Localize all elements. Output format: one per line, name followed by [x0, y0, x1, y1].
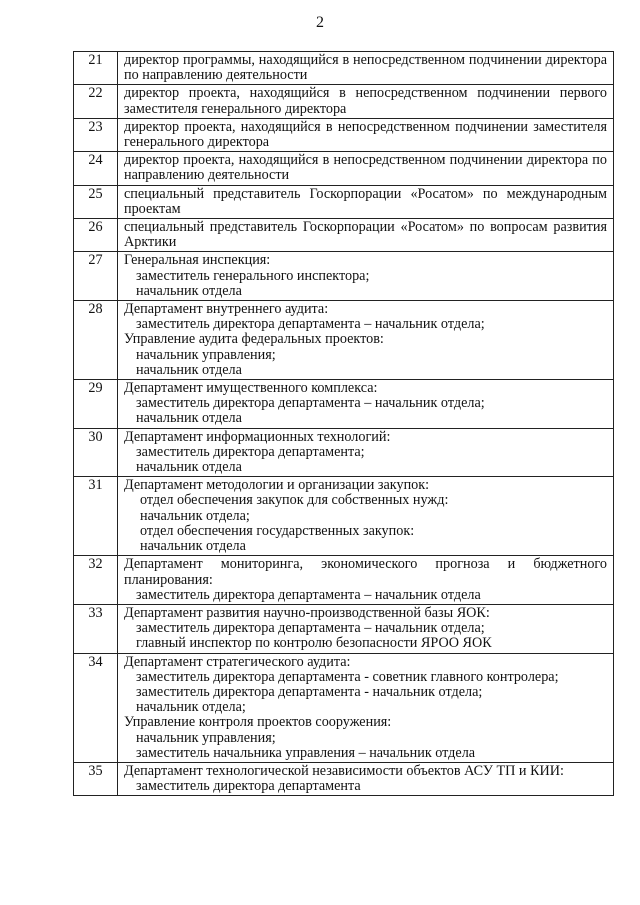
table-row	[74, 85, 614, 118]
row-heading: Генеральная инспекция:	[124, 252, 271, 269]
row-heading: Департамент развития научно-производственной базы ЯОК:	[124, 604, 490, 621]
row-heading: директор программы, находящийся в непосредственном подчинении директора по направлению деятельности	[124, 52, 607, 84]
row-text	[118, 604, 614, 653]
row-text	[118, 428, 614, 477]
row-heading: Департамент мониторинга, экономического прогноза и бюджетного планирования:	[124, 556, 607, 588]
table-row	[74, 118, 614, 151]
row-subline: начальник отдела	[136, 459, 242, 476]
row-heading: Департамент информационных технологий:	[124, 428, 391, 445]
row-subline: заместитель директора департамента - советник главного контролера;	[136, 668, 559, 685]
row-text	[118, 380, 614, 429]
row-subline: заместитель директора департамента – начальник отдела	[136, 586, 481, 603]
table-row	[74, 185, 614, 218]
row-heading: Департамент стратегического аудита:	[124, 653, 351, 670]
row-text	[118, 252, 614, 301]
table-row	[74, 52, 614, 85]
page-number: 2	[316, 14, 324, 31]
row-number: 27	[74, 252, 118, 301]
row-heading: специальный представитель Госкорпорации «Росатом» по международным проектам	[124, 185, 607, 217]
row-number: 23	[74, 118, 118, 151]
row-number: 24	[74, 152, 118, 185]
row-subline: начальник отдела;	[136, 699, 246, 716]
row-subline: начальник отдела	[136, 282, 242, 299]
row-heading: Департамент имущественного комплекса:	[124, 380, 378, 397]
row-text	[118, 85, 614, 118]
row-subline: заместитель директора департамента – начальник отдела;	[136, 316, 485, 333]
row-subline: заместитель директора департамента – начальник отдела;	[136, 395, 485, 412]
row-number: 22	[74, 85, 118, 118]
row-heading: директор проекта, находящийся в непосредственном подчинении первого заместителя генерального директора	[124, 85, 607, 117]
row-number: 35	[74, 762, 118, 795]
table-row	[74, 477, 614, 556]
row-number: 32	[74, 556, 118, 605]
row-subline: Управление контроля проектов сооружения:	[124, 714, 392, 731]
row-text	[118, 152, 614, 185]
row-subline: начальник управления;	[136, 346, 276, 363]
row-subline: начальник отдела	[140, 538, 246, 555]
row-number: 28	[74, 301, 118, 380]
row-subline: заместитель директора департамента - начальник отдела;	[136, 683, 483, 700]
row-text	[118, 556, 614, 605]
row-subline: начальник отдела;	[140, 507, 250, 524]
table-row	[74, 380, 614, 429]
row-subline: начальник управления;	[136, 729, 276, 746]
positions-table	[73, 51, 614, 796]
row-subline: заместитель генерального инспектора;	[136, 267, 370, 284]
row-text	[118, 118, 614, 151]
row-text	[118, 477, 614, 556]
table-row	[74, 301, 614, 380]
row-subline: начальник отдела	[136, 361, 242, 378]
table-row	[74, 556, 614, 605]
table-row	[74, 219, 614, 252]
row-heading: специальный представитель Госкорпорации «Росатом» по вопросам развития Арктики	[124, 219, 607, 251]
row-heading: Департамент методологии и организации закупок:	[124, 477, 430, 494]
row-subline: главный инспектор по контролю безопасности ЯРОО ЯОК	[136, 635, 492, 652]
row-text	[118, 653, 614, 762]
row-number: 29	[74, 380, 118, 429]
table-row	[74, 428, 614, 477]
row-subline: заместитель директора департамента;	[136, 443, 365, 460]
row-subline: заместитель начальника управления – начальник отдела	[136, 744, 476, 761]
row-text	[118, 762, 614, 795]
table-row	[74, 762, 614, 795]
row-number: 30	[74, 428, 118, 477]
row-text	[118, 219, 614, 252]
row-heading: директор проекта, находящийся в непосредственном подчинении заместителя генерального директора	[124, 118, 607, 151]
row-text	[118, 52, 614, 85]
row-heading: директор проекта, находящийся в непосредственном подчинении директора по направлению деятельности	[124, 152, 607, 184]
row-number: 33	[74, 604, 118, 653]
table-row	[74, 252, 614, 301]
row-subline: начальник отдела	[136, 410, 242, 427]
row-text	[118, 301, 614, 380]
table-row	[74, 604, 614, 653]
row-number: 25	[74, 185, 118, 218]
row-subline: заместитель директора департамента	[136, 778, 361, 795]
row-subline: заместитель директора департамента – начальник отдела;	[136, 620, 485, 637]
row-number: 31	[74, 477, 118, 556]
row-number: 34	[74, 653, 118, 762]
row-subline: отдел обеспечения закупок для собственных нужд:	[140, 492, 449, 509]
row-number: 21	[74, 52, 118, 85]
row-number: 26	[74, 219, 118, 252]
row-heading: Департамент внутреннего аудита:	[124, 301, 329, 318]
row-heading: Департамент технологической независимости объектов АСУ ТП и КИИ:	[124, 762, 564, 779]
row-subline: отдел обеспечения государственных закупок:	[140, 522, 415, 539]
table-row	[74, 653, 614, 762]
row-text	[118, 185, 614, 218]
row-subline: Управление аудита федеральных проектов:	[124, 331, 384, 348]
table-row	[74, 152, 614, 185]
